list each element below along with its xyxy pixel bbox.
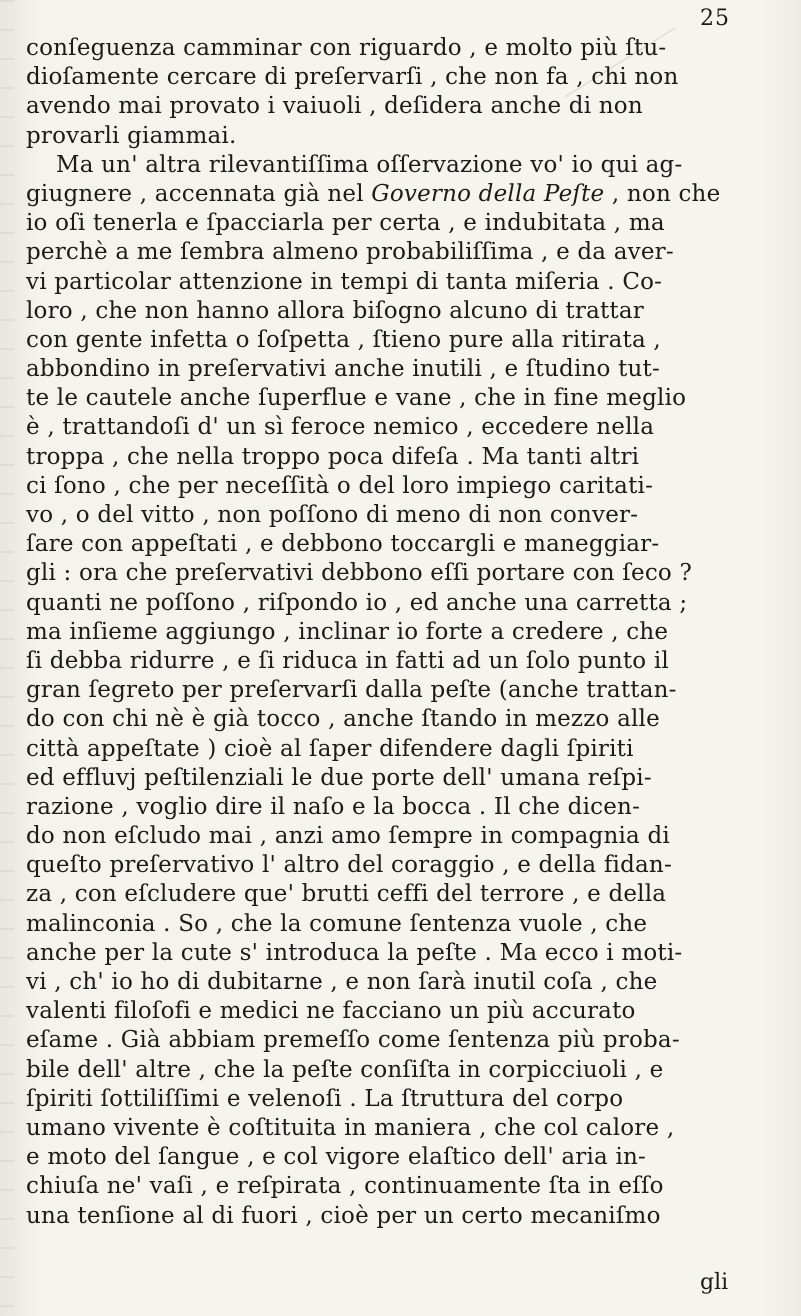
text-line: una tenſione al di fuori , cioè per un certo mecaniſmo: [26, 1202, 661, 1229]
body-text: [26, 34, 786, 1231]
line-5-suffix: , non che: [604, 180, 721, 207]
text-line: avendo mai provato i vaiuoli , deſidera anche di non: [26, 93, 643, 120]
text-line: provarli giammai.: [26, 122, 237, 149]
text-line: quanti ne poſſono , riſpondo io , ed anche una carretta ;: [26, 589, 688, 616]
text-line: e moto del ſangue , e col vigore elaſtico dell' aria in-: [26, 1144, 646, 1171]
text-line-with-title: [26, 180, 786, 209]
text-line: abbondino in preſervativi anche inutili , e ſtudino tut-: [26, 356, 660, 383]
text-line: Ma un' altra rilevantiſſima oſſervazione vo' io qui ag-: [56, 151, 683, 178]
text-line: vo , o del vitto , non poſſono di meno di non conver-: [26, 502, 639, 528]
text-line: ed effluvj peſtilenziali le due porte dell' umana reſpi-: [26, 764, 652, 791]
text-line: conſeguenza camminar con riguardo , e molto più ſtu-: [26, 35, 667, 61]
text-line: ma inſieme aggiungo , inclinar io forte a credere , che: [26, 618, 669, 645]
text-line: malinconia . So , che la comune ſentenza vuole , che: [26, 910, 648, 937]
line-5-prefix: giugnere , accennata già nel: [26, 180, 372, 207]
text-line: valenti filoſofi e medici ne facciano un più accurato: [26, 998, 636, 1025]
binding-edge: [0, 0, 14, 1316]
text-line: razione , voglio dire il naſo e la bocca . Il che dicen-: [26, 793, 641, 820]
text-line: con gente infetta o ſoſpetta , ſtieno pure alla ritirata ,: [26, 326, 661, 353]
book-title: Governo della Peſte: [371, 180, 605, 207]
text-line: vi particolar attenzione in tempi di tanta miſeria . Co-: [26, 268, 663, 295]
text-line: città appeſtate ) cioè al ſaper difendere dagli ſpiriti: [26, 735, 634, 762]
text-line: gran ſegreto per preſervarſi dalla peſte (anche trattan-: [26, 677, 677, 704]
text-line: ci ſono , che per neceſſità o del loro impiego caritati-: [26, 472, 654, 499]
text-line: bile dell' altre , che la peſte conſiſta in corpicciuoli , e: [26, 1056, 664, 1083]
catchword: gli: [700, 1270, 729, 1295]
text-line: anche per la cute s' introduca la peſte . Ma ecco i moti-: [26, 939, 683, 966]
text-line: dioſamente cercare di preſervarſi , che non fa , chi non: [26, 64, 679, 91]
text-line: ſi debba ridurre , e ſi riduca in fatti ad un ſolo punto il: [26, 647, 669, 674]
text-line: do con chi nè è già tocco , anche ſtando in mezzo alle: [26, 706, 660, 733]
text-line: ſpiriti ſottiliſſimi e velenoſi . La ſtruttura del corpo: [26, 1085, 624, 1112]
page-number: 25: [700, 6, 730, 31]
text-line: eſame . Già abbiam premeſſo come ſentenza più proba-: [26, 1027, 680, 1054]
text-line: chiuſa ne' vaſi , e reſpirata , continuamente ſta in eſſo: [26, 1173, 664, 1200]
text-line: vi , ch' io ho di dubitarne , e non ſarà inutil coſa , che: [26, 969, 658, 995]
text-line: troppa , che nella troppo poca difeſa . Ma tanti altri: [26, 443, 640, 470]
text-line: za , con eſcludere que' brutti ceffi del terrore , e della: [26, 881, 667, 908]
text-line: umano vivente è coſtituita in maniera , che col calore ,: [26, 1114, 675, 1141]
text-line: io oſi tenerla e ſpacciarla per certa , e indubitata , ma: [26, 210, 665, 237]
text-line: loro , che non hanno allora biſogno alcuno di trattar: [26, 297, 644, 324]
text-line: queſto preſervativo l' altro del coraggio , e della fidan-: [26, 852, 672, 879]
text-line: ſare con appeſtati , e debbono toccargli e maneggiar-: [26, 531, 660, 558]
text-line: te le cautele anche ſuperflue e vane , che in fine meglio: [26, 385, 687, 412]
text-line: perchè a me ſembra almeno probabiliſſima , e da aver-: [26, 239, 674, 266]
text-line: è , trattandoſi d' un sì feroce nemico , eccedere nella: [26, 414, 655, 441]
text-line: do non eſcludo mai , anzi amo ſempre in compagnia di: [26, 823, 670, 850]
text-line: gli : ora che preſervativi debbono eſſi portare con ſeco ?: [26, 560, 692, 587]
